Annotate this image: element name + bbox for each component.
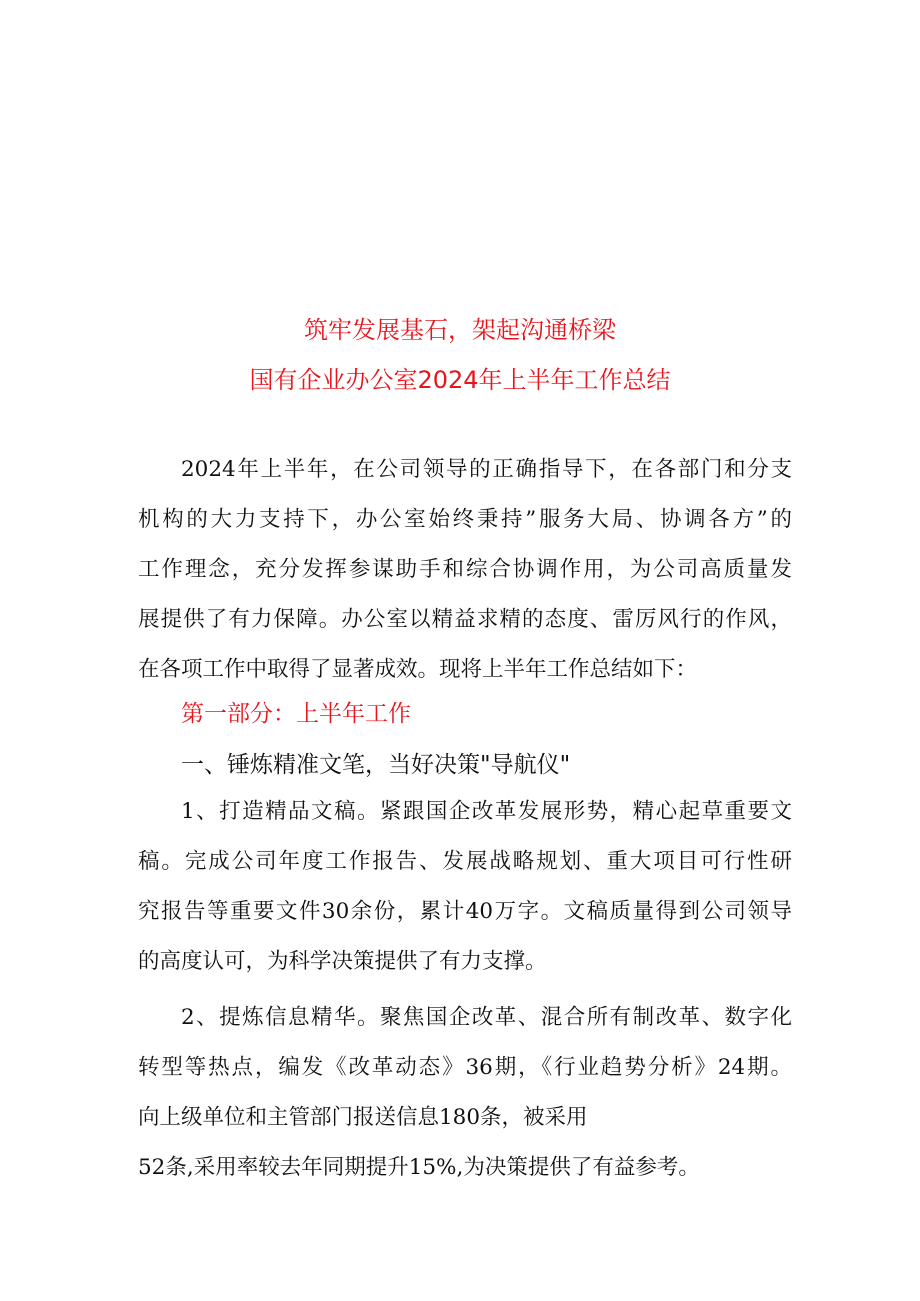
document-title-line-1: 筑牢发展基石，架起沟通桥梁 [304,316,616,344]
part-heading: 第一部分：上半年工作 [181,701,411,727]
item2-line: 52条,采用率较去年同期提升15%,为决策提供了有益参考。 [138,1155,700,1180]
item1-line: 稿。完成公司年度工作报告、发展战略规划、重大项目可行性研 [138,849,792,874]
intro-line: 展提供了有力保障。办公室以精益求精的态度、雷厉风行的作风， [138,607,792,632]
intro-line: 在各项工作中取得了显著成效。现将上半年工作总结如下： [138,657,698,682]
item2-line: 向上级单位和主管部门报送信息180条，被采用 [138,1105,588,1130]
item2-line: 2、提炼信息精华。聚焦国企改革、混合所有制改革、数字化 [181,1005,792,1030]
section-heading: 一、锤炼精准文笔，当好决策"导航仪" [181,752,571,778]
intro-line: 机构的大力支持下，办公室始终秉持”服务大局、协调各方”的 [138,507,792,532]
item1-line: 究报告等重要文件30余份，累计40万字。文稿质量得到公司领导 [138,899,792,924]
intro-line: 工作理念，充分发挥参谋助手和综合协调作用，为公司高质量发 [138,557,792,582]
item2-line: 转型等热点，编发《改革动态》36期，《行业趋势分析》24期。 [138,1055,792,1080]
intro-line: 2024年上半年，在公司领导的正确指导下，在各部门和分支 [181,457,792,482]
item1-line: 的高度认可，为科学决策提供了有力支撑。 [138,949,547,974]
item1-line: 1、打造精品文稿。紧跟国企改革发展形势，精心起草重要文 [181,799,792,824]
document-title-line-2: 国有企业办公室2024年上半年工作总结 [249,366,671,394]
